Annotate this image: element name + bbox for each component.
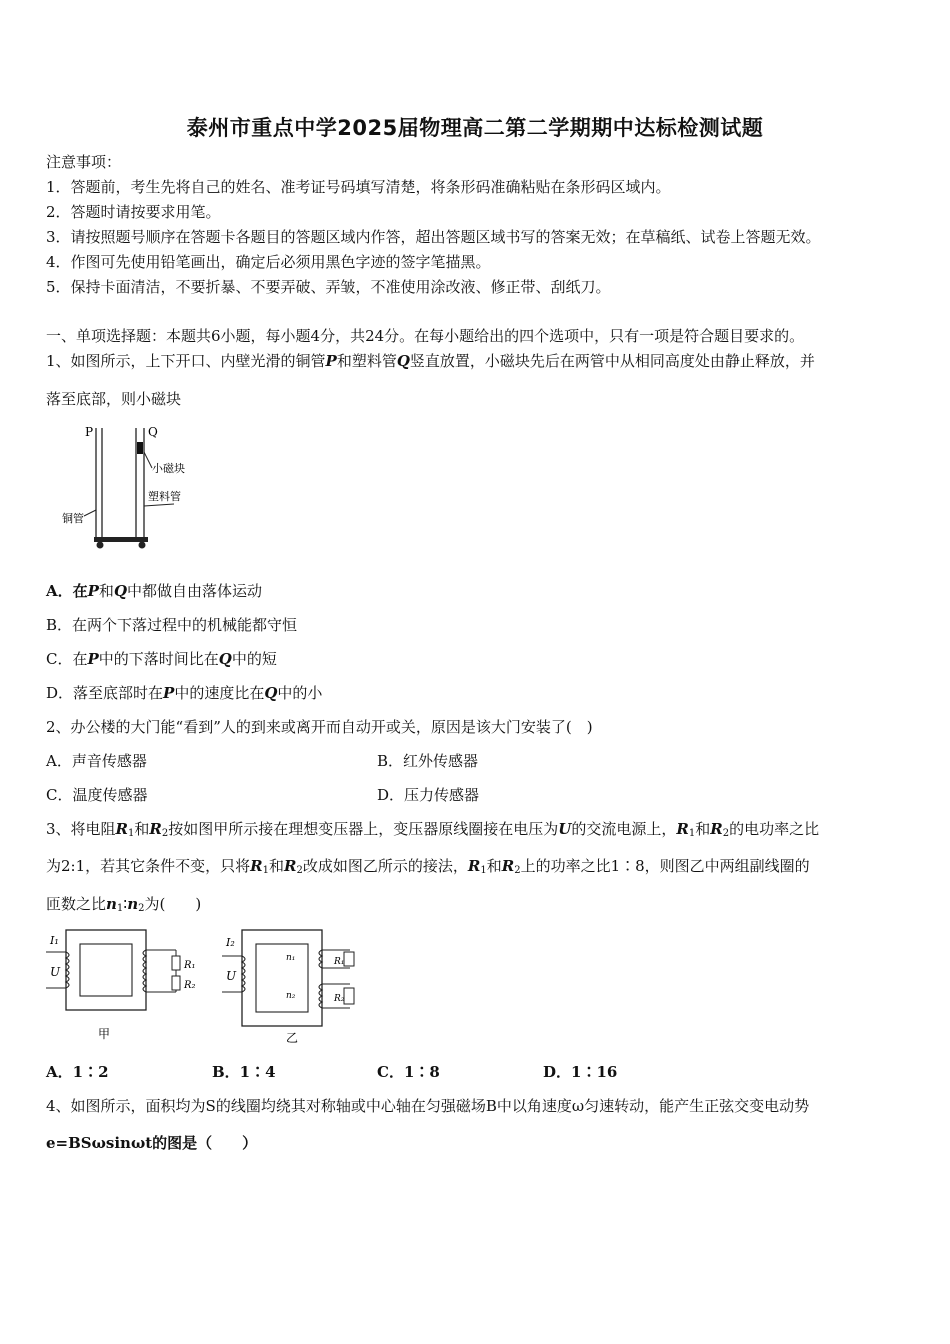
q3-text-3a: 匝数之比	[46, 895, 107, 913]
q3-sub: 1	[116, 903, 124, 914]
question-1-stem-2: 落至底部，则小磁块	[46, 390, 182, 408]
q3-var-r: R	[676, 820, 689, 838]
q1-text-a: 1、如图所示，上下开口、内壁光滑的铜管	[46, 352, 326, 370]
question-2-option-b: B．红外传感器	[377, 752, 479, 770]
question-3-stem-2	[46, 856, 810, 881]
question-3-stem-1	[46, 819, 819, 844]
caption-a: 甲	[98, 1027, 111, 1041]
base-wheel-right	[139, 542, 146, 549]
stand-base	[94, 537, 148, 542]
figure-transformer-a	[46, 928, 206, 1048]
resistor-r1	[344, 952, 354, 966]
q1-d-text-c: 中的小	[277, 684, 323, 702]
notice-heading: 注意事项：	[46, 153, 122, 171]
question-1-option-c	[46, 649, 277, 669]
resistor-r2	[344, 988, 354, 1004]
q1-text-c: 竖直放置，小磁块先后在两管中从相同高度处由静止释放，并	[409, 352, 815, 370]
q1-a-text-c: 中都做自由落体运动	[127, 582, 263, 600]
label-r1: R₁	[334, 957, 345, 967]
label-p: P	[85, 425, 94, 439]
q1-a-var-q: Q	[113, 582, 128, 600]
q3-var-n: n	[106, 895, 117, 913]
q3-sub: 1	[688, 828, 696, 839]
notice-item-3: 3．请按照题号顺序在答题卡各题目的答题区域内作答，超出答题区域书写的答案无效；在草稿纸、试卷上答题无效。	[46, 228, 821, 246]
q3-and: 和	[695, 820, 711, 838]
q1-a-text-b: 和	[98, 582, 114, 600]
label-plastic: 塑料管	[148, 490, 181, 503]
q3-text-2b: 改成如图乙所示的接法，	[302, 857, 468, 875]
question-3-stem-3	[46, 894, 201, 919]
q3-text-3b: 为( )	[144, 895, 202, 913]
q3-sub: 1	[262, 865, 269, 876]
label-i1: I₁	[50, 934, 59, 947]
core-inner	[80, 944, 132, 996]
resistor-r1	[172, 956, 180, 970]
q3-sub: 1	[128, 828, 135, 839]
question-2-option-c: C．温度传感器	[46, 786, 148, 804]
resistor-r2	[172, 976, 180, 990]
section-heading: 一、单项选择题：本题共6小题，每小题4分，共24分。在每小题给出的四个选项中，只有一项是符合题目要求的。	[46, 327, 805, 345]
label-copper: 铜管	[62, 512, 84, 525]
question-2-option-d: D．压力传感器	[377, 786, 480, 804]
label-r1: R₁	[184, 960, 196, 971]
q3-sub: 2	[296, 865, 303, 876]
core-inner	[256, 944, 308, 1012]
question-3-option-d: D．1∶16	[543, 1063, 618, 1081]
q1-d-text-b: 中的速度比在	[174, 684, 265, 702]
notice-item-5: 5．保持卡面清洁，不要折暴、不要弄破、弄皱，不准使用涂改液、修正带、刮纸刀。	[46, 278, 611, 296]
label-magnet: 小磁块	[152, 462, 185, 475]
q3-var-r: R	[115, 820, 129, 838]
q3-text-2c: 上的功率之比1∶8，则图乙中两组副线圈的	[520, 857, 810, 875]
label-n1: n₁	[286, 953, 296, 963]
q1-var-q: Q	[396, 352, 410, 370]
q1-d-text-a: D．落至底部时在	[46, 684, 164, 702]
figure-copper-plastic-tubes	[58, 420, 198, 560]
q3-and: 和	[134, 820, 150, 838]
page-title: 泰州市重点中学2025届物理高二第二学期期中达标检测试题	[186, 116, 764, 140]
q3-text-1a: 3、将电阻	[46, 820, 116, 838]
q3-sub: 1	[480, 865, 487, 876]
q3-var-u: U	[558, 820, 572, 838]
label-r2: R₂	[334, 994, 345, 1004]
q3-text-1b: 按如图甲所示接在理想变压器上，变压器原线圈接在电压为	[168, 820, 559, 838]
q1-a-text-a: A．在	[46, 582, 88, 600]
q1-d-var-p: P	[163, 684, 175, 702]
question-1-stem	[46, 351, 815, 371]
q3-var-r: R	[710, 820, 723, 838]
q3-and: 和	[486, 857, 502, 875]
q3-text-2a: 为2:1，若其它条件不变，只将	[46, 857, 251, 875]
question-2-stem: 2、办公楼的大门能“看到”人的到来或离开而自动开或关，原因是该大门安装了( )	[46, 718, 593, 736]
question-1-option-b: B．在两个下落过程中的机械能都守恒	[46, 616, 298, 634]
primary-coil	[66, 952, 69, 988]
question-4-stem-1: 4、如图所示，面积均为S的线圈均绕其对称轴或中心轴在匀强磁场B中以角速度ω匀速转动，能产生正弦交变电动势	[46, 1097, 810, 1115]
base-wheel-left	[97, 542, 104, 549]
notice-item-1: 1．答题前，考生先将自己的姓名、准考证号码填写清楚，将条形码准确粘贴在条形码区域内。	[46, 178, 671, 196]
q3-colon: ∶	[123, 895, 128, 913]
q1-text-b: 和塑料管	[336, 352, 397, 370]
q3-var-r: R	[284, 857, 297, 875]
q3-sub: 2	[722, 828, 730, 839]
figure-transformer-b	[222, 928, 372, 1048]
label-q: Q	[148, 425, 158, 439]
q1-var-p: P	[325, 352, 337, 370]
label-n2: n₂	[286, 991, 296, 1001]
notice-item-4: 4．作图可先使用铅笔画出，确定后必须用黑色字迹的签字笔描黑。	[46, 253, 491, 271]
notice-item-2: 2．答题时请按要求用笔。	[46, 203, 221, 221]
small-magnet	[137, 442, 143, 454]
leader-magnet	[144, 452, 152, 468]
question-1-option-a	[46, 581, 262, 601]
q1-d-var-q: Q	[264, 684, 278, 702]
q3-sub: 2	[138, 903, 145, 914]
q3-text-1d: 的电功率之比	[729, 820, 820, 838]
q3-var-r: R	[149, 820, 162, 838]
label-u: U	[50, 965, 61, 979]
question-2-option-a: A．声音传感器	[46, 752, 147, 770]
q1-c-var-q: Q	[218, 650, 232, 668]
q3-var-r: R	[467, 857, 481, 875]
question-3-option-b: B．1∶4	[212, 1063, 276, 1081]
q3-var-n: n	[127, 895, 139, 913]
label-i2: I₂	[226, 936, 235, 949]
question-3-option-a: A．1∶2	[46, 1063, 109, 1081]
q1-a-var-p: P	[87, 582, 99, 600]
q1-c-text-c: 中的短	[231, 650, 277, 668]
q3-var-r: R	[501, 857, 515, 875]
core-outer	[66, 930, 146, 1010]
question-3-option-c: C．1∶8	[377, 1063, 440, 1081]
q1-c-text-a: C．在	[46, 650, 88, 668]
caption-b: 乙	[286, 1031, 299, 1045]
question-4-stem-2: e=BSωsinωt的图是（ ）	[46, 1134, 258, 1152]
leader-copper	[84, 510, 96, 516]
leader-plastic	[144, 504, 174, 506]
primary-coil	[242, 956, 245, 992]
q1-c-text-b: 中的下落时间比在	[98, 650, 219, 668]
label-r2: R₂	[184, 980, 196, 991]
q3-sub: 2	[161, 828, 169, 839]
question-1-option-d	[46, 683, 322, 703]
q3-var-r: R	[250, 857, 263, 875]
q3-text-1c: 的交流电源上，	[571, 820, 677, 838]
q3-and: 和	[269, 857, 285, 875]
q1-c-var-p: P	[87, 650, 99, 668]
q3-sub: 2	[514, 865, 521, 876]
label-u: U	[226, 969, 237, 983]
